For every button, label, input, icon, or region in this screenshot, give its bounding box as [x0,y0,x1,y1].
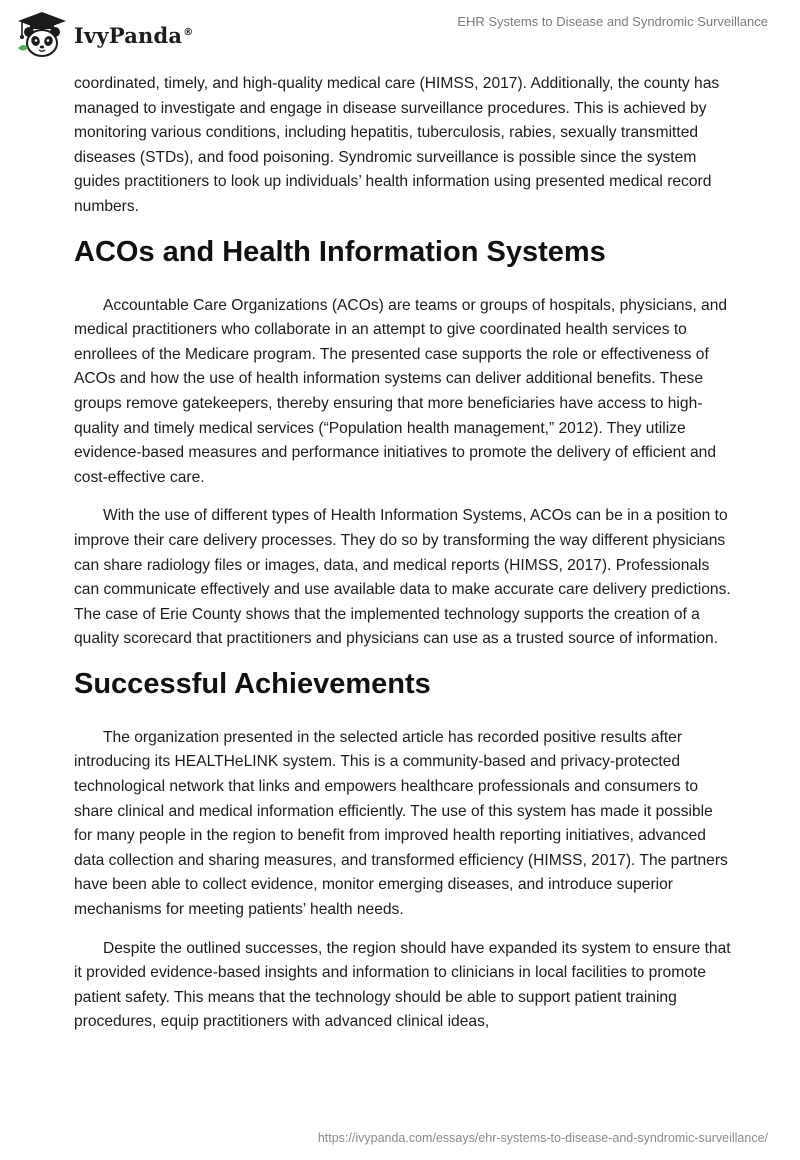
ivypanda-logo[interactable] [14,10,193,60]
page-header [0,0,800,70]
intro-paragraph: coordinated, timely, and high-quality medical care (HIMSS, 2017). Additionally, the county has managed to investigate and engage in disease surveillance procedures. This is achieved by monitoring various conditions, including hepatitis, tuberculosis, rabies, sexually transmitted diseases (STDs), and food poisoning. Syndromic surveillance is possible since the system guides practitioners to look up individuals’ health information using presented medical record numbers. [74,75,720,215]
section-heading-acos: ACOs and Health Information Systems [74,235,606,268]
source-url[interactable]: https://ivypanda.com/essays/ehr-systems-to-disease-and-syndromic-surveillance/ [317,1131,768,1145]
acos-paragraph-2: With the use of different types of Health Information Systems, ACOs can be in a position to improve their care delivery processes. They do so by transforming the way different physicians can share radiology files or images, data, and medical reports (HIMSS, 2017). Professionals can communicate effectively and use available data to make accurate care delivery predictions. The case of Erie County shows that the implemented technology supports the creation of a quality scorecard that practitioners and physicians can use as a trusted source of information. [74,507,731,648]
acos-paragraph-1: Accountable Care Organizations (ACOs) are teams or groups of hospitals, physicians, and medical practitioners who collaborate in an attempt to give coordinated health services to enrollees of the Medicare program. The presented case supports the role or effectiveness of ACOs and how the use of health information systems can deliver additional benefits. These groups remove gatekeepers, thereby ensuring that more beneficiaries have access to high-quality and timely medical services (“Population health management,” 2012). They utilize evidence-based measures and performance initiatives to promote the delivery of efficient and cost-effective care. [74,296,728,486]
panda-graduation-cap-icon [14,10,70,60]
document-title: EHR Systems to Disease and Syndromic Surveillance [457,14,768,29]
logo-text: IvyPanda® [74,22,194,48]
essay-content [74,72,734,1049]
achievements-paragraph-1: The organization presented in the selected article has recorded positive results after introducing its HEALTHeLINK system. This is a community-based and privacy-protected technological network that links and empowers healthcare professionals and consumers to share clinical and medical information efficiently. The use of this system has made it possible for many people in the region to benefit from improved health reporting initiatives, advanced data collection and sharing measures, and transformed efficiency (HIMSS, 2017). The partners have been able to collect evidence, monitor emerging diseases, and introduce superior mechanisms for meeting patients’ health needs. [74,728,728,919]
registered-mark: ® [183,26,194,38]
section-heading-achievements: Successful Achievements [74,667,431,700]
achievements-paragraph-2: Despite the outlined successes, the region should have expanded its system to ensure that it provided evidence-based insights and information to clinicians in local facilities to promote patient safety. This means that the technology should be able to support patient training procedures, equip practitioners with advanced clinical ideas, [74,939,731,1031]
